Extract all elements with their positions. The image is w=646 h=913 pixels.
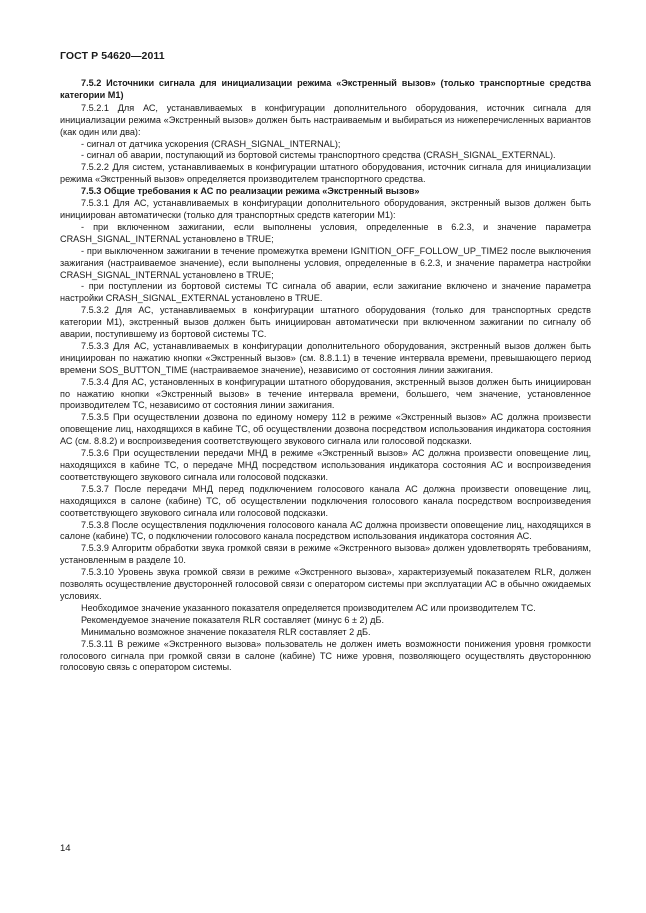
body-paragraph: Необходимое значение указанного показателя определяется производителем АС или производителем ТС.	[81, 602, 536, 613]
body-paragraph: - при выключенном зажигании в течение промежутка времени IGNITION_OFF_FOLLOW_UP_TIME2 после выключения зажигания (настраиваемое значение), если выполнены условия, определенные в 6.2.3, и значение параметра настройки CRASH_SIGNAL_INTERNAL установлено в TRUE;	[60, 245, 591, 280]
body-paragraph: 7.5.3.1 Для АС, устанавливаемых в конфигурации дополнительного оборудования, экстренный вызов должен быть инициирован автоматически (только для транспортных средств категории М1):	[60, 198, 591, 220]
body-paragraph: Рекомендуемое значение показателя RLR составляет (минус 6 ± 2) дБ.	[81, 614, 384, 625]
body-paragraph: 7.5.3.8 После осуществления подключения голосового канала АС должна произвести оповещение лиц, находящихся в салоне (кабине) ТС, о подключении голосового канала посредством использования индикатора состояния АС.	[60, 519, 591, 542]
page-number: 14	[60, 843, 71, 854]
body-paragraph: 7.5.2.2 Для систем, устанавливаемых в конфигурации штатного оборудования, источник сигнала для инициализации режима «Экстренный вызов» определяется производителем транспортного средства.	[60, 162, 591, 185]
body-paragraph: Минимально возможное значение показателя RLR составляет 2 дБ.	[81, 626, 371, 637]
body-paragraph: - при поступлении из бортовой системы ТС сигнала об аварии, если зажигание включено и значение параметра настройки CRASH_SIGNAL_EXTERNAL установлено в TRUE.	[60, 281, 591, 304]
body-paragraph: 7.5.3.10 Уровень звука громкой связи в режиме «Экстренного вызова», характеризуемый показателем RLR, должен позволять осуществление двусторонней голосовой связи с оператором системы при эксплуатации АС в обычно ожидаемых условиях.	[60, 567, 591, 601]
body-paragraph: - сигнал об аварии, поступающий из бортовой системы транспортного средства (CRASH_SIGNAL_EXTERNAL).	[81, 150, 556, 161]
body-paragraph: 7.5.3.7 После передачи МНД перед подключением голосового канала АС должна произвести оповещение лиц, находящихся в салоне (кабине) ТС, об осуществлении подключения голосового канала посредством воспроизведения соответствующего звукового сигнала или голосовой подсказки.	[60, 483, 591, 518]
standard-header: ГОСТ Р 54620—2011	[60, 50, 165, 62]
body-paragraph: 7.5.3.11 В режиме «Экстренного вызова» пользователь не должен иметь возможности понижения уровня громкости голосового сигнала при громкой связи в салоне (кабине) ТС ниже уровня, позволяющего осуществлять двустороннюю голосовую связь с оператором системы.	[60, 638, 591, 673]
section-heading: 7.5.2 Источники сигнала для инициализации режима «Экстренный вызов» (только транспортные средства категории М1)	[60, 78, 591, 100]
body-paragraph: 7.5.3.4 Для АС, установленных в конфигурации штатного оборудования, экстренный вызов должен быть инициирован по нажатию кнопки «Экстренный вызов» в течение интервала времени, большего, чем значение, установленное производителем ТС, независимо от состояния линии зажигания.	[60, 376, 591, 411]
body-paragraph: 7.5.3.6 При осуществлении передачи МНД в режиме «Экстренный вызов» АС должна произвести оповещение лиц, находящихся в кабине ТС, о передаче МНД посредством использования индикатора состояния АС и воспроизведения соответствующего звукового сигнала или голосовой подсказки.	[60, 448, 591, 482]
body-paragraph: - сигнал от датчика ускорения (CRASH_SIGNAL_INTERNAL);	[81, 138, 341, 149]
document-body	[60, 78, 591, 674]
body-paragraph: - при включенном зажигании, если выполнены условия, определенные в 6.2.3, и значение параметра CRASH_SIGNAL_INTERNAL установлено в TRUE;	[60, 221, 591, 244]
body-paragraph: 7.5.2.1 Для АС, устанавливаемых в конфигурации дополнительного оборудования, источник сигнала для инициализации режима «Экстренный вызов» должен быть настраиваемым и выбираться из нижеперечисленных вариантов (как один или два):	[60, 102, 591, 137]
body-paragraph: 7.5.3.5 При осуществлении дозвона по единому номеру 112 в режиме «Экстренный вызов» АС должна произвести оповещение лиц, находящихся в кабине ТС, об осуществлении дозвона посредством использования индикатора состояния АС (см. 8.8.2) и воспроизведения соответствующего звукового сигнала или голосовой подсказки.	[60, 412, 591, 447]
body-paragraph: 7.5.3.9 Алгоритм обработки звука громкой связи в режиме «Экстренного вызова» должен удовлетворять требованиям, установленным в разделе 10.	[60, 543, 591, 566]
body-paragraph: 7.5.3.2 Для АС, устанавливаемых в конфигурации штатного оборудования (только для транспортных средств категории М1), экстренный вызов должен быть инициирован автоматически при включенном зажигании по сигналу об аварии, поступившему из бортовой системы ТС.	[60, 305, 591, 340]
body-paragraph: 7.5.3.3 Для АС, устанавливаемых в конфигурации дополнительного оборудования, экстренный вызов должен быть инициирован по нажатию кнопки «Экстренный вызов» (см. 8.8.1.1) в течение интервала времени, превышающего период времени SOS_BUTTON_TIME (настраиваемое значение), независимо от состояния линии зажигания.	[60, 340, 591, 375]
section-heading: 7.5.3 Общие требования к АС по реализации режима «Экстренный вызов»	[81, 186, 420, 197]
